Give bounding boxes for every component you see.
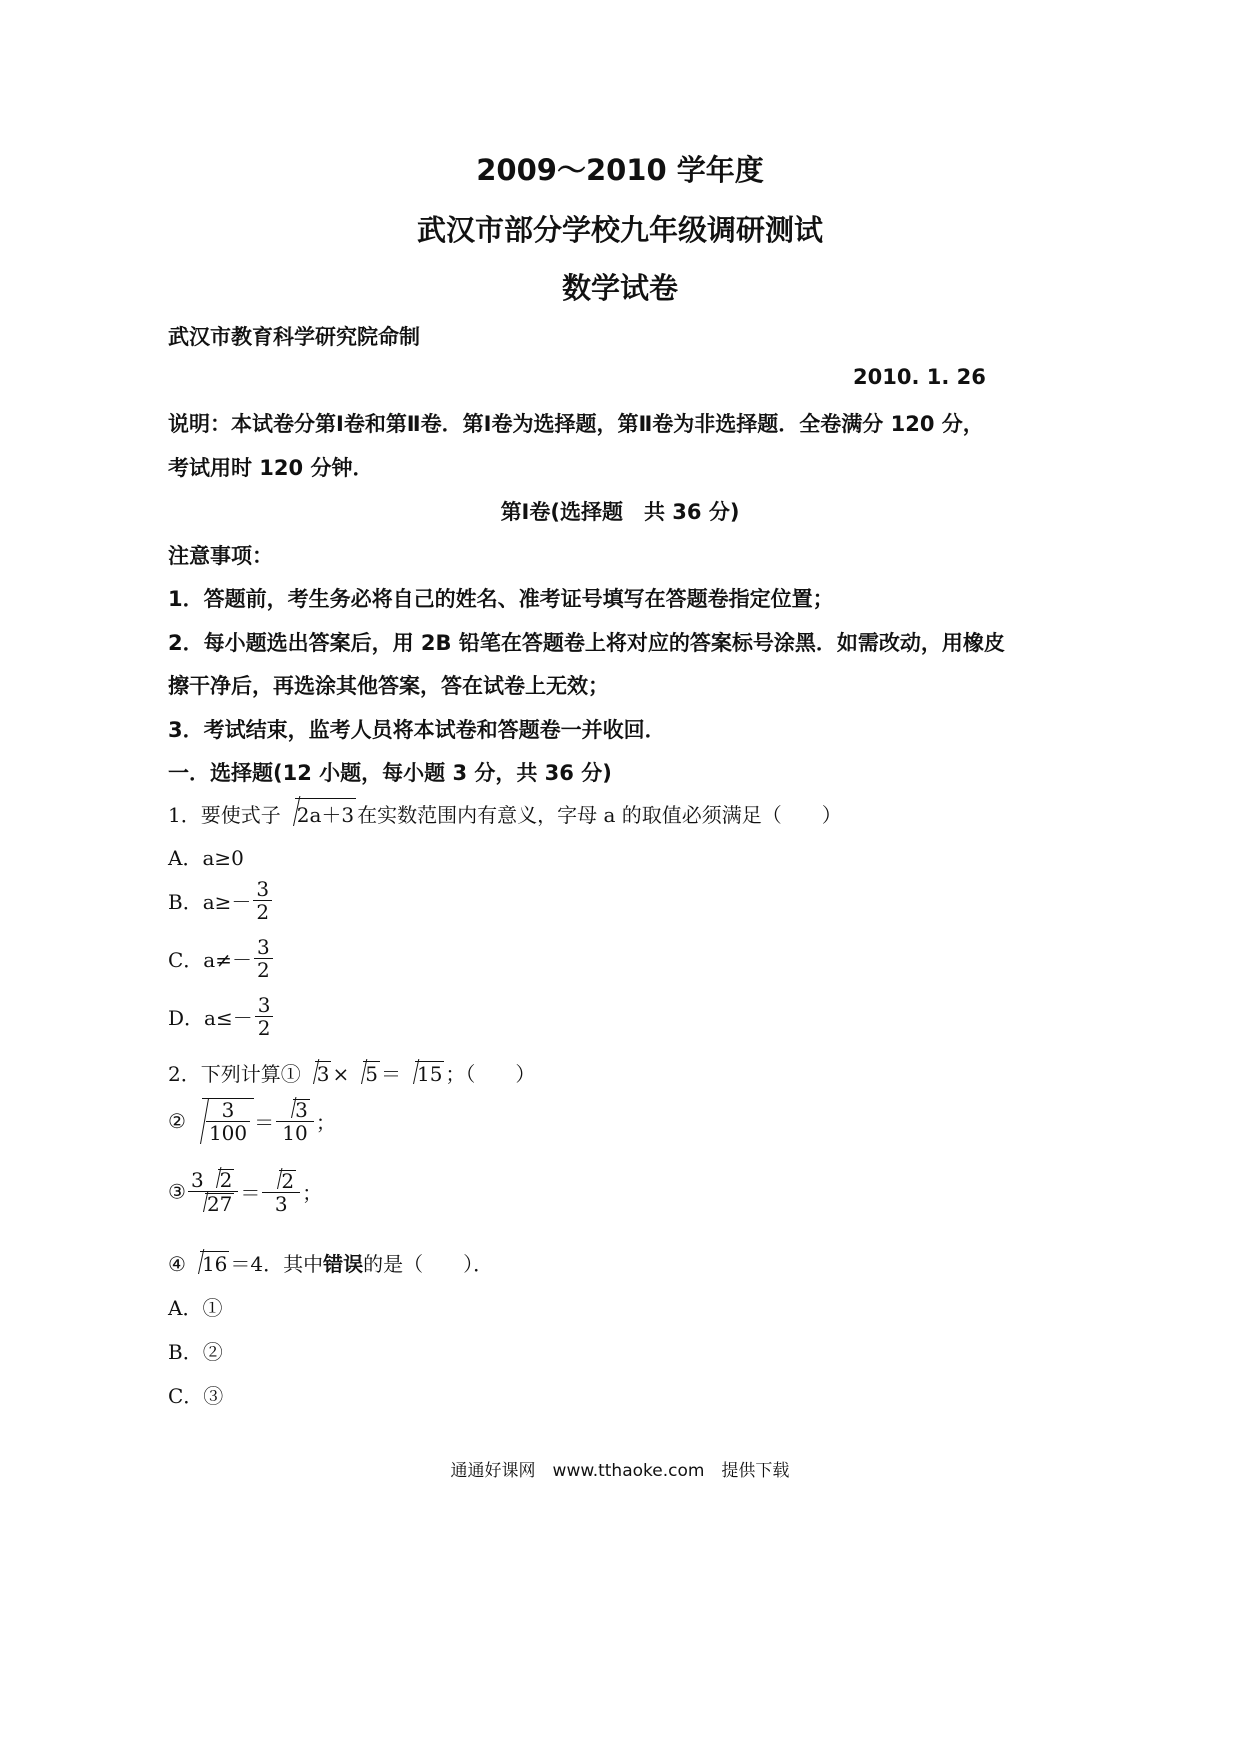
q1-option-b	[168, 878, 274, 923]
fraction	[188, 1168, 238, 1215]
q2-option-b: B．②	[168, 1340, 223, 1364]
item-marker: ②	[168, 1109, 186, 1133]
sqrt	[265, 1170, 296, 1191]
radicand: 27	[206, 1192, 233, 1216]
fraction-numerator	[188, 1168, 238, 1192]
part-heading: 一．选择题(12 小题，每小题 3 分，共 36 分)	[168, 761, 612, 785]
q1-sqrt	[281, 798, 356, 828]
q2-option-a: A．①	[168, 1296, 223, 1320]
radicand: 3	[316, 1062, 330, 1086]
radicand: 16	[201, 1252, 228, 1276]
coefficient: 3	[190, 1168, 204, 1192]
fraction-numerator: 3	[255, 994, 274, 1017]
title-exam: 武汉市部分学校九年级调研测试	[416, 213, 823, 247]
fraction-denominator: 100	[208, 1121, 248, 1145]
note-3: 3．考试结束，监考人员将本试卷和答题卷一并收回．	[168, 718, 666, 742]
fraction	[276, 1098, 314, 1144]
question-2	[168, 1058, 535, 1087]
radicand: 2	[219, 1168, 233, 1192]
instructions-line-2: 考试用时 120 分钟．	[168, 456, 374, 480]
q2-item-3	[168, 1168, 322, 1215]
fraction	[262, 1169, 300, 1215]
sqrt	[191, 1193, 234, 1214]
section-heading: 第Ⅰ卷(选择题 共 36 分)	[500, 500, 740, 524]
q1-suffix: 在实数范围内有意义，字母 a 的取值必须满足（ ）	[357, 803, 842, 827]
q2-emphasis-wrong: 错误	[323, 1252, 364, 1276]
q1-option-b-fraction	[253, 878, 272, 923]
question-1	[168, 798, 842, 828]
q2-item-4-text: ＝4．其中	[230, 1252, 324, 1276]
q2-item-2	[168, 1098, 336, 1144]
notes-title: 注意事项：	[168, 544, 273, 568]
q1-option-c	[168, 936, 275, 981]
q2-suffix: ；（ ）	[445, 1062, 536, 1086]
q1-option-c-fraction	[254, 936, 273, 981]
fraction-numerator: 3	[206, 1099, 250, 1122]
fraction-denominator: 3	[274, 1191, 288, 1216]
q2-option-c: C．③	[168, 1384, 224, 1408]
equals-sign: ＝	[240, 1181, 261, 1205]
sqrt	[186, 1251, 229, 1276]
fraction-denominator: 2	[257, 1016, 271, 1040]
fraction-denominator	[188, 1192, 238, 1215]
q1-option-d	[168, 994, 275, 1039]
q1-option-b-label: B．a≥－	[168, 890, 252, 914]
sqrt	[204, 1169, 235, 1190]
fraction-denominator: 10	[282, 1121, 308, 1145]
q2-item-2-sqrt	[186, 1098, 254, 1144]
radicand: 15	[416, 1062, 443, 1086]
equals-sign: ＝	[254, 1110, 275, 1135]
q2-item-4-tail: 的是（ ）．	[363, 1252, 494, 1276]
q1-option-d-label: D．a≤－	[168, 1006, 253, 1030]
fraction-denominator: 2	[256, 958, 270, 982]
q2-sqrt-3	[401, 1061, 444, 1086]
fraction-denominator: 2	[256, 900, 270, 924]
title-subject: 数学试卷	[561, 271, 678, 305]
times-sign: ×	[332, 1062, 350, 1086]
radicand: 3	[295, 1098, 308, 1122]
note-2-line-2: 擦干净后，再选涂其他答案，答在试卷上无效；	[168, 674, 609, 698]
q1-option-c-label: C．a≠－	[168, 948, 252, 972]
fraction-numerator: 3	[253, 878, 272, 901]
q1-radicand: 2a＋3	[295, 798, 356, 828]
fraction	[206, 1099, 250, 1144]
radicand: 5	[365, 1062, 378, 1086]
item-marker: ③	[168, 1179, 186, 1204]
q2-sqrt-2	[349, 1061, 380, 1086]
fraction-numerator	[276, 1098, 314, 1122]
title-year: 2009～2010 学年度	[476, 153, 764, 187]
q2-item-4	[168, 1248, 493, 1277]
date-line: 2010. 1. 26	[853, 365, 986, 389]
fraction-numerator	[262, 1169, 300, 1193]
instructions-line-1: 说明：本试卷分第Ⅰ卷和第Ⅱ卷．第Ⅰ卷为选择题，第Ⅱ卷为非选择题．全卷满分 120 分，	[168, 412, 984, 436]
note-1: 1．答题前，考生务必将自己的姓名、准考证号填写在答题卷指定位置；	[168, 587, 834, 611]
author-line: 武汉市教育科学研究院命制	[168, 325, 420, 349]
q1-prefix: 1．要使式子	[168, 803, 281, 827]
q1-option-a: A．a≥0	[168, 846, 244, 870]
item-end: ；	[302, 1181, 323, 1205]
q2-prefix: 2．下列计算①	[168, 1062, 301, 1086]
q2-sqrt-1	[301, 1061, 332, 1086]
footer-source: 通通好课网 www.tthaoke.com 提供下载	[450, 1461, 790, 1481]
item-end: ；	[315, 1110, 336, 1135]
sqrt	[279, 1099, 310, 1120]
equals-sign: ＝	[380, 1062, 401, 1086]
note-2-line-1: 2．每小题选出答案后，用 2B 铅笔在答题卷上将对应的答案标号涂黑．如需改动，用橡皮	[168, 631, 1005, 655]
fraction-numerator: 3	[254, 936, 273, 959]
q1-option-d-fraction	[255, 994, 274, 1039]
radicand: 2	[281, 1168, 295, 1193]
item-marker: ④	[168, 1252, 186, 1276]
